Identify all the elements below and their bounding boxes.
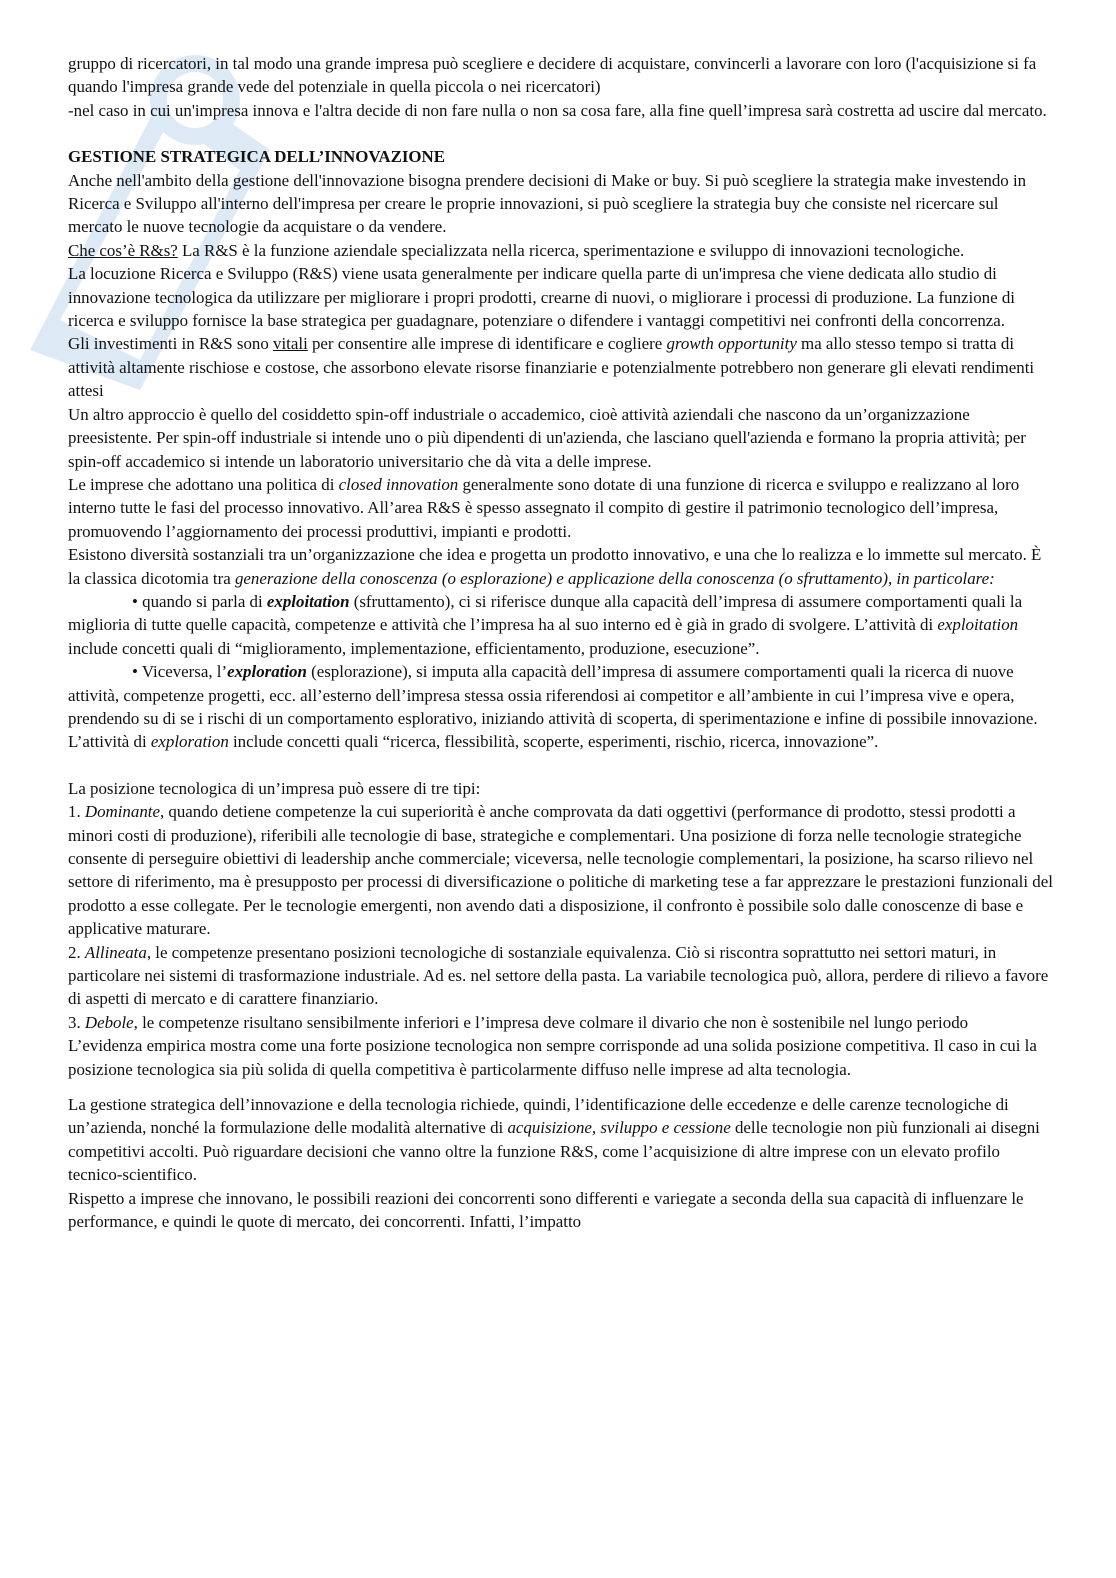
- text-span: generalmente sono dotate di una funzione di ricerca e sviluppo e realizzano al loro interno tutte le fasi del processo innovativo. All’area R&S è spesso assegnato il compito di gestire il patrimonio tecnologico dell’impresa, promuovendo l’aggiornamento dei processi produttivi, impianti e prodotti.: [68, 474, 1020, 541]
- text-span: (esplorazione), si imputa alla capacità dell’impresa di assumere comportamenti quali la ricerca di nuove attività, competenze progetti, ecc. all’esterno dell’impresa stessa ossia riferendosi ai competitor e all’ambiente in cui l’impresa vive e opera, prendendo su di se i rischi di un comportamento esplorativo, iniziando attività di scoperta, di sperimentazione e infine di possibile innovazione. L’attività di: [68, 662, 1038, 752]
- position-term: Debole: [84, 1012, 134, 1032]
- rs-definition-paragraph: [68, 239, 1053, 262]
- exploitation-term-italic: exploitation: [937, 615, 1019, 635]
- text-span: Esistono diversità sostanziali tra un’organizzazione che idea e progetta un prodotto innovativo, e una che lo realizza e lo immette sul mercato. È la classica dicotomia tra: [68, 545, 1042, 588]
- rs-locution-paragraph: La locuzione Ricerca e Sviluppo (R&S) viene usata generalmente per indicare quella parte di un'impresa che viene dedicata allo studio di innovazione tecnologica da utilizzare per migliorare i propri prodotti, crearne di nuovi, o migliorare i processi di produzione. La funzione di ricerca e sviluppo fornisce la base strategica per guadagnare, potenziare o difendere i vantaggi competitivi nei confronti della concorrenza.: [68, 264, 1015, 331]
- exploitation-bullet: [68, 590, 1053, 660]
- text-span: • Viceversa, l’: [132, 662, 228, 682]
- intro-paragraph-2: -nel caso in cui un'impresa innova e l'altra decide di non fare nulla o non sa cosa fare, alla fine quell’impresa sarà costretta ad uscire dal mercato.: [68, 100, 1047, 120]
- competitor-reactions-paragraph: Rispetto a imprese che innovano, le possibili reazioni dei concorrenti sono differenti e variegate a seconda della sua capacità di influenzare le performance, e quindi le quote di mercato, dei concorrenti. Infatti, l’impatto: [68, 1188, 1024, 1232]
- text-span: Le imprese che adottano una politica di: [68, 474, 339, 494]
- intro-paragraph: gruppo di ricercatori, in tal modo una grande impresa può scegliere e decidere di acquistare, convincerli a lavorare con loro (l'acquisizione si fa quando l'impresa grande vede del potenziale in quella piccola o nei ricercatori): [68, 54, 1037, 97]
- rs-question: Che cos’è R&s?: [68, 240, 178, 260]
- strategic-management-paragraph: [68, 1093, 1053, 1187]
- growth-opportunity-term: growth opportunity: [666, 334, 797, 354]
- text-span: , quando detiene competenze la cui superiorità è anche comprovata da dati oggettivi (performance di prodotto, stessi prodotti a minori costi di produzione), riferibili alle tecnologie di base, strategiche e complementari. Una posizione di forza nelle tecnologie strategiche consente di perseguire obiettivi di leadership anche commerciale; viceversa, nelle tecnologie complementari, la posizione, ha scarso rilievo nel settore di riferimento, ma è presupposto per processi di diversificazione o politiche di marketing tese a far apprezzare le prestazioni funzionali del prodotto a esse collegate. Per le tecnologie emergenti, non avendo dati a disposizione, il confronto è possibile solo dalle conoscenze di base e applicative maturare.: [68, 802, 1053, 939]
- text-span: • quando si parla di: [132, 591, 267, 611]
- text-span: , le competenze presentano posizioni tecnologiche di sostanziale equivalenza. Ciò si riscontra soprattutto nei settori maturi, in particolare nei sistemi di trasformazione industriale. Ad es. nel settore della pasta. La variabile tecnologica può, allora, perdere di rilievo a favore di aspetti di mercato e di carattere finanziario.: [68, 942, 1049, 1009]
- position-term: Allineata: [84, 942, 147, 962]
- text-span: ma allo stesso tempo si tratta di attività altamente rischiose e costose, che assorbono elevate risorse finanziarie e potenzialmente potrebbero non generare gli elevati rendimenti attesi: [68, 334, 1035, 401]
- exploration-term-italic: exploration: [150, 732, 229, 752]
- dichotomy-italic: generazione della conoscenza (o esplorazione) e applicazione della conoscenza (o sfruttamento), in particolare:: [234, 568, 995, 588]
- list-number: 2.: [68, 942, 85, 962]
- closed-innovation-term: closed innovation: [338, 474, 459, 494]
- rs-investments-paragraph: [68, 332, 1053, 402]
- text-span: La gestione strategica dell’innovazione e della tecnologia richiede, quindi, l’identificazione delle eccedenze e delle carenze tecnologiche di un’azienda, nonché la formulazione delle modalità alternative di: [68, 1095, 1009, 1138]
- list-number: 1.: [68, 802, 85, 822]
- vitali-underlined: vitali: [273, 334, 308, 354]
- position-item-dominante: [68, 800, 1053, 940]
- dichotomy-paragraph: [68, 543, 1053, 590]
- text-span: Gli investimenti in R&S sono: [68, 334, 274, 354]
- list-number: 3.: [68, 1012, 85, 1032]
- text-span: include concetti quali “ricerca, flessibilità, scoperte, esperimenti, rischio, ricerca, innovazione”.: [228, 732, 879, 752]
- text-span: , le competenze risultano sensibilmente inferiori e l’impresa deve colmare il divario che non è sostenibile nel lungo periodo: [133, 1012, 969, 1032]
- exploitation-term: exploitation: [266, 591, 350, 611]
- position-term: Dominante: [84, 802, 160, 822]
- text-span: (sfruttamento), ci si riferisce dunque alla capacità dell’impresa di assumere comportamenti quali la miglioria di tutte quelle capacità, competenze e attività che l’impresa ha al suo interno ed è già in grado di svolgere. L’attività di: [68, 591, 1023, 635]
- exploration-term: exploration: [227, 662, 307, 682]
- make-or-buy-paragraph: Anche nell'ambito della gestione dell'innovazione bisogna prendere decisioni di Make or buy. Si può scegliere la strategia make investendo in Ricerca e Sviluppo all'interno dell'impresa per creare le proprie innovazioni, si può scegliere la strategia buy che consiste nel ricercare sul mercato le nuove tecnologie da acquistare o da vendere.: [68, 170, 1027, 237]
- position-item-allineata: [68, 941, 1053, 1011]
- text-span: per consentire alle imprese di identificare e cogliere: [307, 334, 667, 354]
- empirical-evidence-paragraph: L’evidenza empirica mostra come una forte posizione tecnologica non sempre corrisponde ad una solida posizione competitiva. Il caso in cui la posizione tecnologica sia più solida di quella competitiva è particolarmente diffuso nelle imprese ad alta tecnologia.: [68, 1036, 1037, 1079]
- position-item-debole: [68, 1011, 1053, 1034]
- text-span: delle tecnologie non più funzionali ai disegni competitivi accolti. Può riguardare decisioni che vanno oltre la funzione R&S, come l’acquisizione di altre imprese con un elevato profilo tecnico-scientifico.: [68, 1118, 1040, 1185]
- document-page: [68, 52, 1053, 1234]
- positions-intro: La posizione tecnologica di un’impresa può essere di tre tipi:: [68, 778, 481, 798]
- section-heading: GESTIONE STRATEGICA DELL’INNOVAZIONE: [68, 147, 446, 167]
- closed-innovation-paragraph: [68, 473, 1053, 543]
- exploration-bullet: [68, 660, 1053, 754]
- spin-off-paragraph: Un altro approccio è quello del cosiddetto spin-off industriale o accademico, cioè attività aziendali che nascono da un’organizzazione preesistente. Per spin-off industriale si intende uno o più dipendenti di un'azienda, che lasciano quell'azienda e formano la propria attività; per spin-off accademico si intende un laboratorio universitario che dà vita a delle imprese.: [68, 404, 1026, 471]
- rs-definition-text: La R&S è la funzione aziendale specializzata nella ricerca, sperimentazione e sviluppo di innovazioni tecnologiche.: [177, 240, 965, 260]
- text-span: include concetti quali di “miglioramento, implementazione, efficientamento, produzione, esecuzione”.: [68, 638, 760, 658]
- acquisition-italic: acquisizione, sviluppo e cessione: [507, 1118, 731, 1138]
